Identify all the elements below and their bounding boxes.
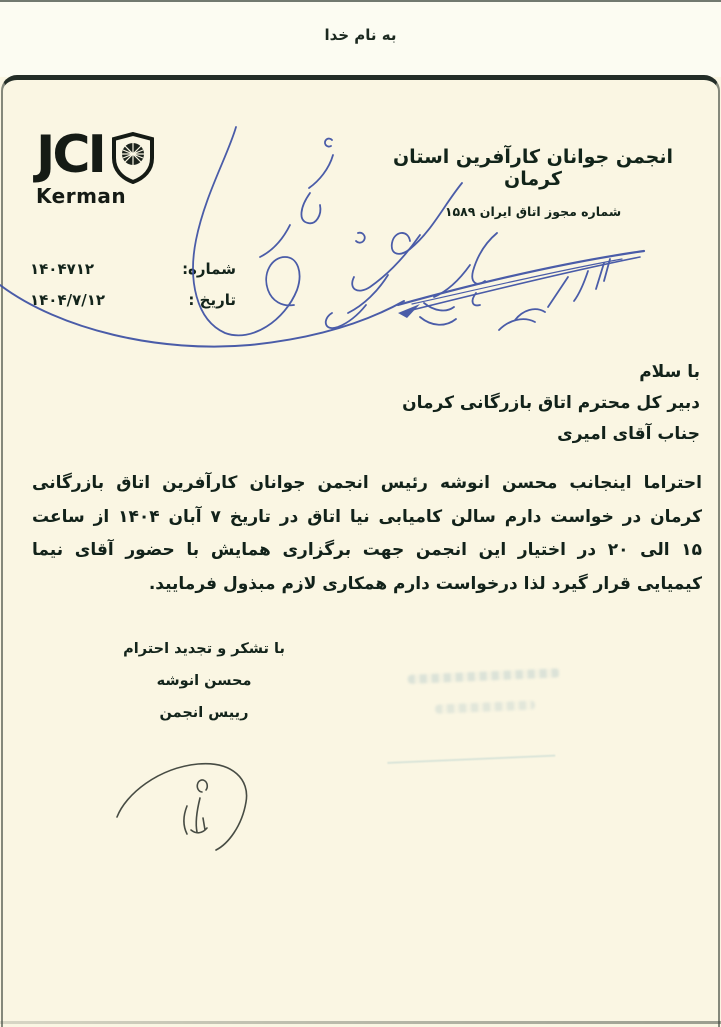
body-line: کرمان در خواست دارم سالن کامیابی نیا اتاق در تاریخ ۷ آبان ۱۴۰۴ از ساعت	[32, 506, 702, 527]
scan-edge-top	[0, 0, 721, 2]
salutation-greeting: با سلام	[639, 362, 700, 382]
closing-signer-role: رییس انجمن	[159, 705, 249, 721]
date-label: تاریخ :	[188, 291, 236, 309]
bismillah-text: به نام خدا	[324, 26, 397, 44]
faint-office-stamp	[381, 646, 572, 766]
salutation-recipient-name: جناب آقای امیری	[557, 424, 700, 444]
jci-logo-text: JCI	[36, 125, 104, 185]
body-line: احتراما اینجانب محسن انوشه رئیس انجمن جوانان کارآفرین اتاق بازرگانی	[32, 473, 702, 493]
handwritten-annotation-ink	[0, 105, 660, 375]
jci-logo-city: Kerman	[36, 184, 127, 208]
stamp-text-smudge	[435, 700, 535, 713]
closing-thanks: با تشکر و تجدید احترام	[123, 641, 285, 657]
org-name: انجمن جوانان کارآفرین استان کرمان	[392, 146, 674, 190]
letter-body	[32, 467, 702, 601]
closing-block	[94, 633, 314, 729]
closing-signer-name: محسن انوشه	[156, 673, 252, 689]
body-line: کیمیایی قرار گیرد لذا درخواست دارم همکاری لازم مبذول فرمایید.	[148, 573, 702, 594]
stamp-underline	[387, 755, 555, 764]
body-line: ۱۵ الی ۲۰ در اختیار این انجمن جهت برگزاری همایش با حضور آقای نیما	[32, 540, 703, 560]
signature-ink	[98, 752, 298, 867]
stamp-text-smudge	[408, 668, 560, 684]
org-license-number: شماره مجوز اتاق ایران ۱۵۸۹	[444, 204, 622, 219]
salutation-recipient-title: دبیر کل محترم اتاق بازرگانی کرمان	[402, 393, 700, 413]
number-label: شماره:	[182, 260, 236, 278]
number-value: ۱۴۰۴۷۱۲	[30, 260, 95, 278]
date-value: ۱۴۰۴/۷/۱۲	[30, 291, 106, 309]
